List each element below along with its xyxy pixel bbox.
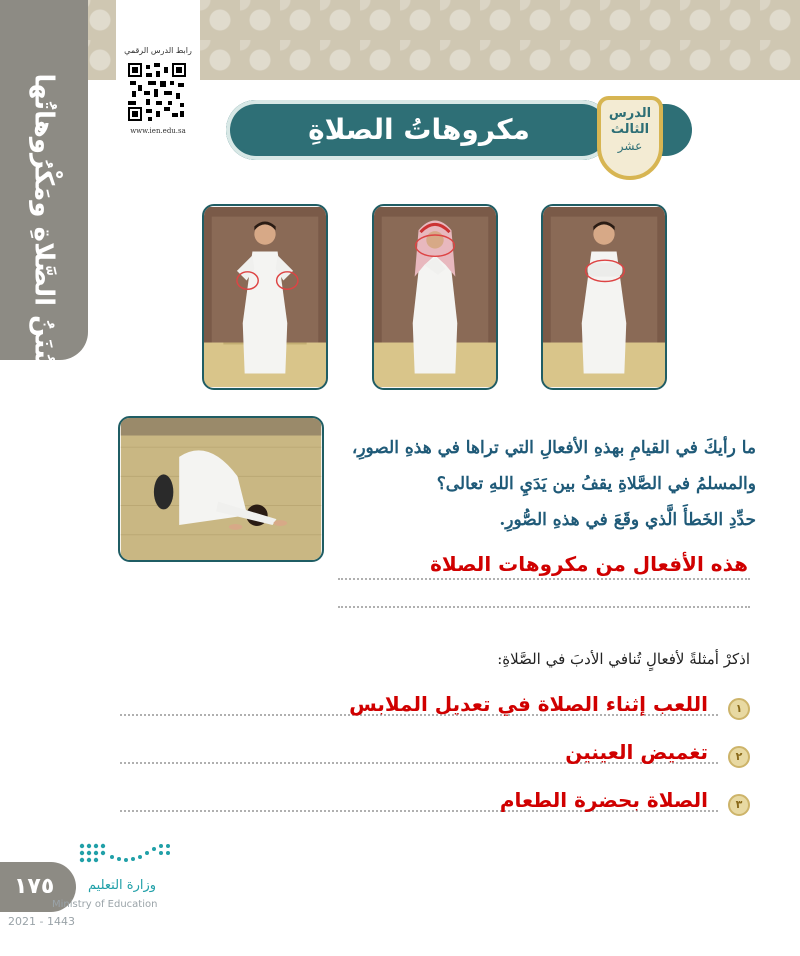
question-line-3: حدِّدِ الخَطأَ الَّذي وقَعَ في هذهِ الصُّورِ.	[499, 510, 756, 530]
boy-prostrating-illustration	[120, 418, 322, 560]
photo-adjusting-headscarf	[372, 204, 498, 390]
boy-arms-crossed-illustration	[543, 206, 665, 388]
photo-prostration	[118, 416, 324, 562]
lesson-title-banner	[226, 100, 612, 160]
badge-line-1: الدرس	[608, 106, 652, 121]
activity2-answer-2: تغميض العينين	[565, 740, 708, 764]
qr-label: رابط الدرس الرقمي	[124, 46, 192, 55]
qr-code-icon[interactable]	[128, 63, 186, 121]
lesson-number-badge	[597, 96, 663, 180]
boy-adjusting-headscarf-illustration	[374, 206, 496, 388]
question-line-2: والمسلمُ في الصَّلاةِ يقفُ بين يَدَيِ اللهِ تعالى؟	[436, 474, 756, 494]
ministry-name-english: Ministry of Education	[52, 899, 158, 910]
unit-title	[4, 73, 84, 375]
bullet-number-1: ١	[728, 698, 750, 720]
badge-line-2: الثالث	[610, 122, 650, 137]
photo-arms-crossed	[541, 204, 667, 390]
answer-line-2[interactable]	[338, 606, 750, 608]
bullet-number-3: ٣	[728, 794, 750, 816]
activity2-prompt: اذكرْ أمثلةً لأفعالٍ تُنافي الأدبَ في الصَّلاةِ:	[497, 650, 750, 668]
ministry-name-arabic: وزارة التعليم	[88, 878, 157, 893]
page-number: ١٧٥	[14, 874, 55, 899]
lesson-title: مكروهاتُ الصلاةِ	[308, 113, 530, 146]
photo-hands-on-waist	[202, 204, 328, 390]
bullet-number-2: ٢	[728, 746, 750, 768]
badge-line-3: عشر	[617, 139, 643, 153]
activity2-answer-3: الصلاة بحضرة الطعام	[499, 788, 708, 812]
activity1-answer: هذه الأفعال من مكروهات الصلاة	[430, 552, 748, 576]
banner-tail	[660, 104, 692, 156]
boy-hands-on-waist-illustration	[204, 206, 326, 388]
qr-url[interactable]: www.ien.edu.sa	[130, 127, 186, 135]
edition-year: 2021 - 1443	[8, 915, 75, 928]
qr-card	[116, 0, 200, 150]
question-line-1: ما رأيكَ في القيامِ بهذهِ الأفعالِ التي تراها في هذهِ الصورِ،	[351, 438, 756, 458]
answer-line-1[interactable]	[338, 578, 750, 580]
ministry-logo-icon	[78, 840, 174, 870]
unit-title-text: سُنَنُ الصَّلاةِ ومَكْرُوهاتُها	[29, 73, 60, 375]
activity2-answer-1: اللعب إثناء الصلاة في تعديل الملابس	[349, 692, 708, 716]
